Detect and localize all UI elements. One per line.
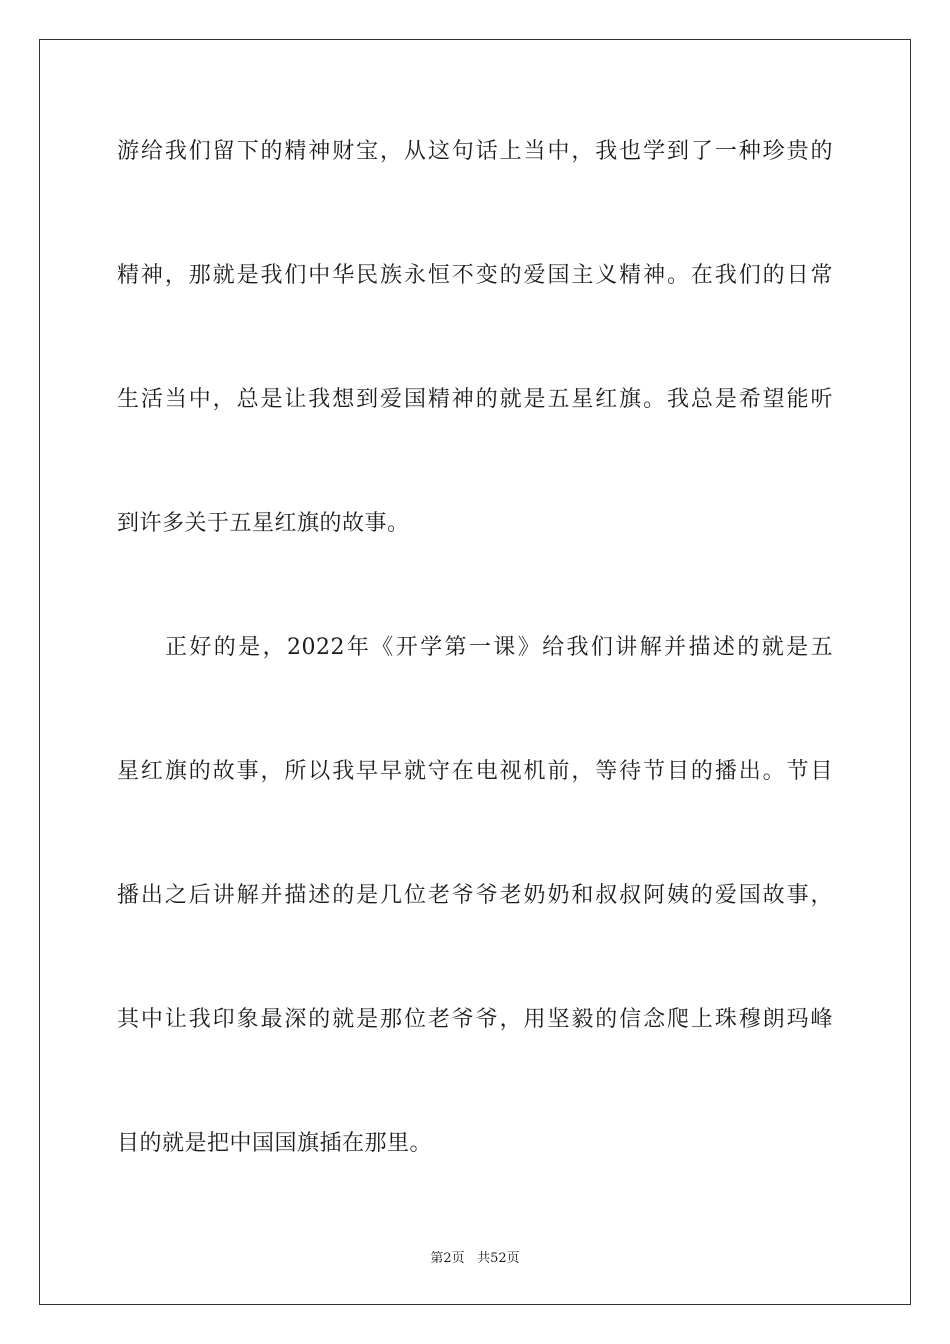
page-border xyxy=(39,39,911,1305)
text-line: 目的就是把中国国旗插在那里。 xyxy=(117,1131,433,1156)
total-pages: 共52页 xyxy=(477,1251,520,1266)
text-line-indented: 正好的是，2022年《开学第一课》给我们讲解并描述的就是五 xyxy=(165,635,833,660)
text-line: 到许多关于五星红旗的故事。 xyxy=(117,511,410,536)
page-number: 第2页 xyxy=(430,1251,465,1266)
text-line: 星红旗的故事，所以我早早就守在电视机前，等待节目的播出。节目 xyxy=(117,759,833,784)
text-line: 精神，那就是我们中华民族永恒不变的爱国主义精神。在我们的日常 xyxy=(117,263,833,288)
page-footer xyxy=(0,1247,950,1266)
text-line: 生活当中，总是让我想到爱国精神的就是五星红旗。我总是希望能听 xyxy=(117,387,833,412)
text-line: 播出之后讲解并描述的是几位老爷爷老奶奶和叔叔阿姨的爱国故事， xyxy=(117,883,833,908)
text-line: 其中让我印象最深的就是那位老爷爷，用坚毅的信念爬上珠穆朗玛峰 xyxy=(117,1007,833,1032)
text-line: 游给我们留下的精神财宝，从这句话上当中，我也学到了一种珍贵的 xyxy=(117,139,833,164)
